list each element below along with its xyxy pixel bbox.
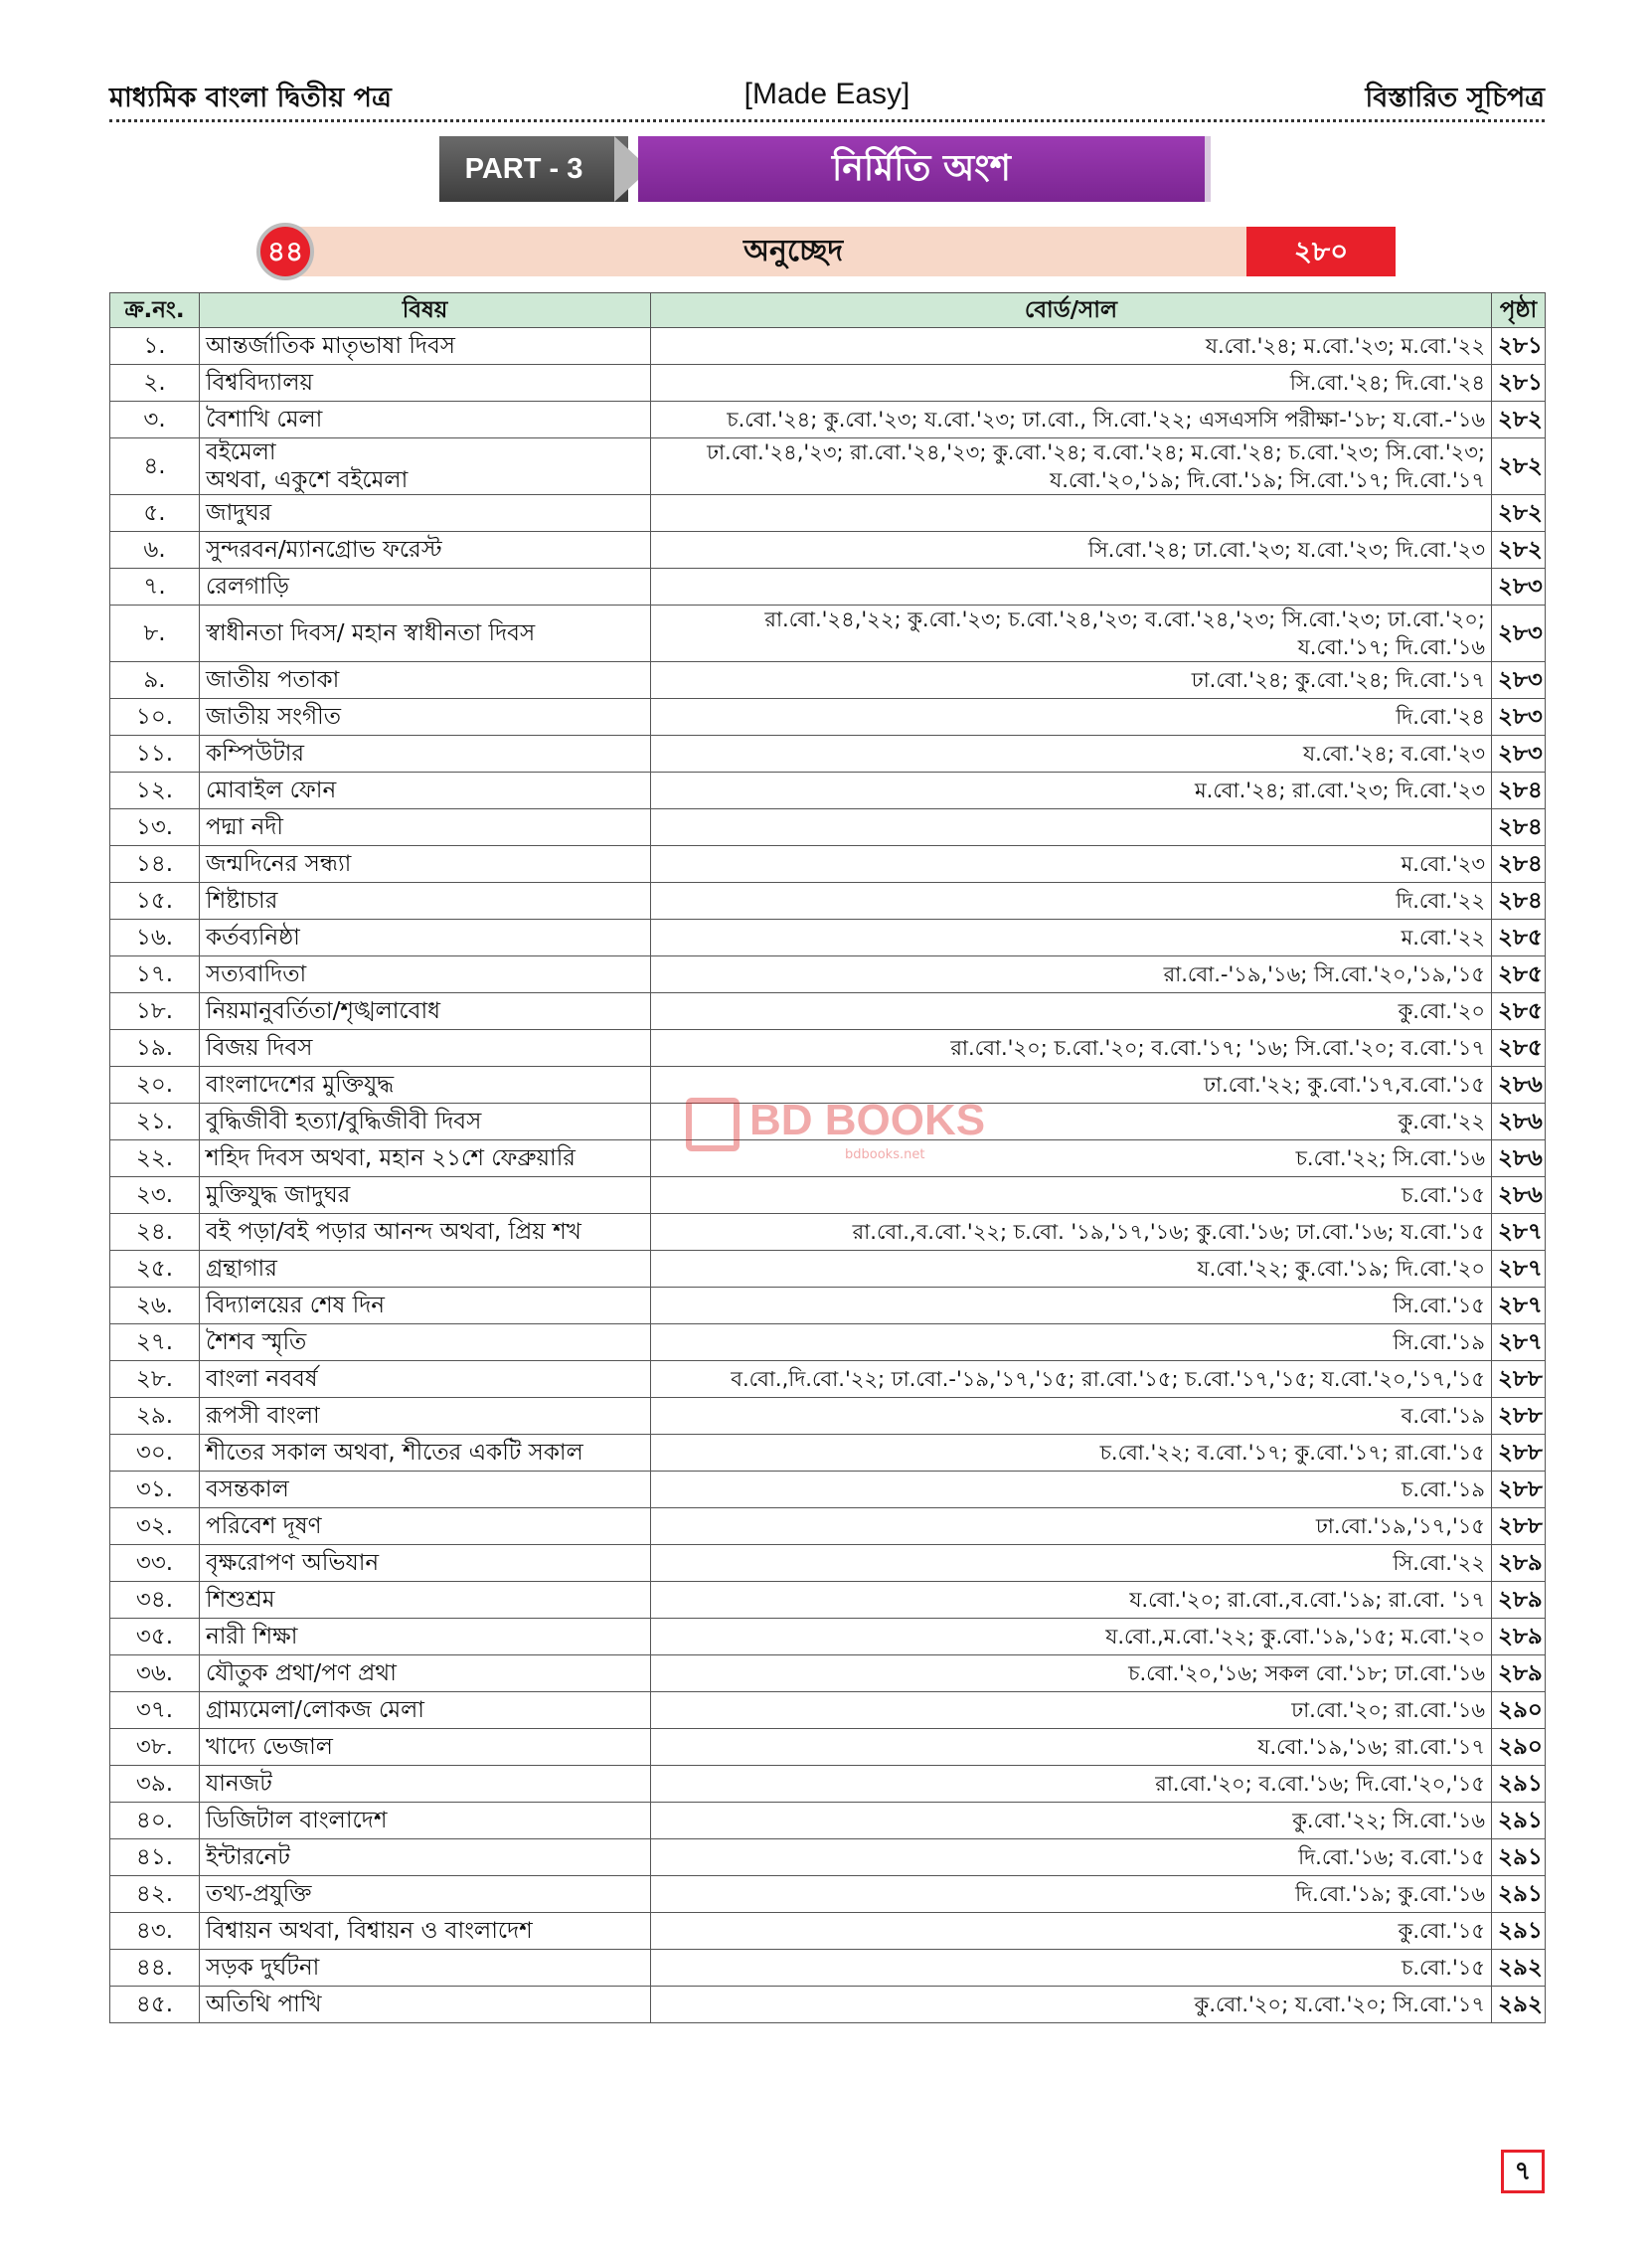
table-row [110, 1324, 1546, 1361]
page-cell: ২৯১ [1492, 1839, 1546, 1876]
chapter-banner [256, 223, 1400, 280]
page-cell: ২৮৭ [1492, 1324, 1546, 1361]
page-cell: ২৮৬ [1492, 1140, 1546, 1177]
topic-cell: বাংলা নববর্ষ [200, 1361, 651, 1398]
page-cell: ২৮৭ [1492, 1251, 1546, 1288]
board-year-cell: ম.বো.'২২ [651, 920, 1492, 956]
page-cell: ২৮৮ [1492, 1361, 1546, 1398]
table-row [110, 662, 1546, 699]
board-year-cell: কু.বো.'২২; সি.বো.'১৬ [651, 1803, 1492, 1839]
table-row [110, 1177, 1546, 1214]
table-row [110, 956, 1546, 993]
board-year-cell: কু.বো.'২০ [651, 993, 1492, 1030]
page-cell: ২৮২ [1492, 532, 1546, 569]
page-cell: ২৯১ [1492, 1913, 1546, 1950]
serial-cell: ১২. [110, 773, 200, 809]
serial-cell: ৩৯. [110, 1766, 200, 1803]
board-year-line-1: রা.বো.'২৪,'২২; কু.বো.'২৩; চ.বো.'২৪,'২৩; ব.বো.'২৪,'২৩; সি.বো.'২৩; ঢা.বো.'২০; [764, 607, 1485, 631]
board-year-cell: ঢা.বো.'২০; রা.বো.'১৬ [651, 1692, 1492, 1729]
serial-cell: ১০. [110, 699, 200, 736]
page-cell: ২৮৮ [1492, 1472, 1546, 1508]
page-cell: ২৮২ [1492, 495, 1546, 532]
table-row [110, 1288, 1546, 1324]
topic-cell: জাতীয় পতাকা [200, 662, 651, 699]
serial-cell: ৪২. [110, 1876, 200, 1913]
board-year-cell [651, 809, 1492, 846]
topic-cell: সুন্দরবন/ম্যানগ্রোভ ফরেস্ট [200, 532, 651, 569]
table-row [110, 606, 1546, 662]
page-cell: ২৮২ [1492, 438, 1546, 495]
table-row [110, 1582, 1546, 1619]
board-year-cell: চ.বো.'২৪; কু.বো.'২৩; য.বো.'২৩; ঢা.বো., সি.বো.'২২; এসএসসি পরীক্ষা-'১৮; য.বো.-'১৬ [651, 402, 1492, 438]
serial-cell: ১. [110, 328, 200, 365]
board-year-cell: কু.বো.'১৫ [651, 1913, 1492, 1950]
table-row [110, 1913, 1546, 1950]
topic-cell: শীতের সকাল অথবা, শীতের একটি সকাল [200, 1435, 651, 1472]
page-cell: ২৮৫ [1492, 1030, 1546, 1067]
topic-cell: শিশুশ্রম [200, 1582, 651, 1619]
table-row [110, 365, 1546, 402]
board-year-cell: সি.বো.'২৪; ঢা.বো.'২৩; য.বো.'২৩; দি.বো.'২৩ [651, 532, 1492, 569]
topic-cell: যৌতুক প্রথা/পণ প্রথা [200, 1655, 651, 1692]
table-row [110, 1361, 1546, 1398]
topic-cell [200, 438, 651, 495]
table-row [110, 402, 1546, 438]
board-year-cell: চ.বো.'১৯ [651, 1472, 1492, 1508]
serial-cell: ১৮. [110, 993, 200, 1030]
page-cell: ২৮৭ [1492, 1288, 1546, 1324]
topic-cell: তথ্য-প্রযুক্তি [200, 1876, 651, 1913]
topic-cell: শিষ্টাচার [200, 883, 651, 920]
topic-cell: খাদ্যে ভেজাল [200, 1729, 651, 1766]
topic-cell: জাদুঘর [200, 495, 651, 532]
serial-cell: ৩৩. [110, 1545, 200, 1582]
topic-cell: রূপসী বাংলা [200, 1398, 651, 1435]
table-row [110, 1472, 1546, 1508]
table-row [110, 699, 1546, 736]
board-year-cell: চ.বো.'১৫ [651, 1950, 1492, 1987]
serial-cell: ২৪. [110, 1214, 200, 1251]
board-year-cell: কু.বো.'২০; য.বো.'২০; সি.বো.'১৭ [651, 1987, 1492, 2023]
page-cell: ২৮৩ [1492, 736, 1546, 773]
page-cell: ২৯১ [1492, 1876, 1546, 1913]
board-year-cell [651, 606, 1492, 662]
serial-cell: ৪০. [110, 1803, 200, 1839]
board-year-line-2: য.বো.'২০,'১৯; দি.বো.'১৯; সি.বো.'১৭; দি.বো.'১৭ [1050, 468, 1485, 492]
board-year-cell: চ.বো.'২০,'১৬; সকল বো.'১৮; ঢা.বো.'১৬ [651, 1655, 1492, 1692]
board-year-cell [651, 569, 1492, 606]
page-cell: ২৮৬ [1492, 1067, 1546, 1104]
serial-cell: ৪৫. [110, 1987, 200, 2023]
topic-cell: ডিজিটাল বাংলাদেশ [200, 1803, 651, 1839]
serial-cell: ৩৭. [110, 1692, 200, 1729]
topic-cell: নারী শিক্ষা [200, 1619, 651, 1655]
board-year-cell: রা.বো.'২০; চ.বো.'২০; ব.বো.'১৭; '১৬; সি.বো.'২০; ব.বো.'১৭ [651, 1030, 1492, 1067]
watermark-brand: BD BOOKS [749, 1096, 986, 1144]
table-row [110, 1435, 1546, 1472]
page-cell: ২৮৩ [1492, 662, 1546, 699]
serial-cell: ৪১. [110, 1839, 200, 1876]
board-year-cell: কু.বো.'২২ [651, 1104, 1492, 1140]
board-year-cell: দি.বো.'১৬; ব.বো.'১৫ [651, 1839, 1492, 1876]
topic-cell: বৃক্ষরোপণ অভিযান [200, 1545, 651, 1582]
topic-cell: বসন্তকাল [200, 1472, 651, 1508]
board-year-cell: চ.বো.'১৫ [651, 1177, 1492, 1214]
table-row [110, 883, 1546, 920]
board-year-cell: সি.বো.'২২ [651, 1545, 1492, 1582]
serial-cell: ৪. [110, 438, 200, 495]
board-year-cell: দি.বো.'১৯; কু.বো.'১৬ [651, 1876, 1492, 1913]
board-year-cell: ব.বো.'১৯ [651, 1398, 1492, 1435]
page-cell: ২৮৩ [1492, 569, 1546, 606]
topic-cell: বিশ্ববিদ্যালয় [200, 365, 651, 402]
topic-cell: বিদ্যালয়ের শেষ দিন [200, 1288, 651, 1324]
serial-cell: ২৫. [110, 1251, 200, 1288]
part-label: PART - 3 [464, 153, 583, 185]
topic-cell: শৈশব স্মৃতি [200, 1324, 651, 1361]
page-cell: ২৮৯ [1492, 1655, 1546, 1692]
page-cell: ২৮১ [1492, 365, 1546, 402]
page-cell: ২৮৯ [1492, 1582, 1546, 1619]
series-title: [Made Easy] [743, 78, 910, 110]
board-year-cell: য.বো.'১৯,'১৬; রা.বো.'১৭ [651, 1729, 1492, 1766]
topic-cell: ইন্টারনেট [200, 1839, 651, 1876]
book-icon [686, 1098, 740, 1151]
serial-cell: ৩৫. [110, 1619, 200, 1655]
page-cell: ২৯০ [1492, 1692, 1546, 1729]
page-cell: ২৯০ [1492, 1729, 1546, 1766]
board-year-cell: য.বো.'২৪; ব.বো.'২৩ [651, 736, 1492, 773]
serial-cell: ১১. [110, 736, 200, 773]
serial-cell: ১৪. [110, 846, 200, 883]
table-row [110, 809, 1546, 846]
serial-cell: ৪৩. [110, 1913, 200, 1950]
serial-cell: ৩৬. [110, 1655, 200, 1692]
table-row [110, 920, 1546, 956]
page-cell: ২৮৯ [1492, 1619, 1546, 1655]
serial-cell: ৩৮. [110, 1729, 200, 1766]
header-divider [109, 119, 1545, 122]
topic-cell: আন্তর্জাতিক মাতৃভাষা দিবস [200, 328, 651, 365]
topic-cell: নিয়মানুবর্তিতা/শৃঙ্খলাবোধ [200, 993, 651, 1030]
serial-cell: ৩০. [110, 1435, 200, 1472]
topic-cell: রেলগাড়ি [200, 569, 651, 606]
serial-cell: ৩৪. [110, 1582, 200, 1619]
topic-cell: বিজয় দিবস [200, 1030, 651, 1067]
table-row [110, 1987, 1546, 2023]
table-row [110, 1839, 1546, 1876]
chapter-title: অনুচ্ছেদ [743, 234, 844, 268]
board-year-cell: য.বো.'২৪; ম.বো.'২৩; ম.বো.'২২ [651, 328, 1492, 365]
table-row [110, 438, 1546, 495]
serial-cell: ২১. [110, 1104, 200, 1140]
page-cell: ২৯২ [1492, 1950, 1546, 1987]
topic-cell: বৈশাখি মেলা [200, 402, 651, 438]
page-cell: ২৮৫ [1492, 956, 1546, 993]
column-header-topic: বিষয় [200, 293, 651, 328]
board-year-cell: ঢা.বো.'১৯,'১৭,'১৫ [651, 1508, 1492, 1545]
table-row [110, 569, 1546, 606]
serial-cell: ৯. [110, 662, 200, 699]
serial-cell: ৩১. [110, 1472, 200, 1508]
table-row [110, 495, 1546, 532]
page-cell: ২৮৯ [1492, 1545, 1546, 1582]
table-row [110, 1508, 1546, 1545]
table-row [110, 532, 1546, 569]
chapter-page-badge: ২৮০ [1246, 227, 1396, 276]
serial-cell: ৩. [110, 402, 200, 438]
page-cell: ২৮১ [1492, 328, 1546, 365]
page-number: ৭ [1501, 2150, 1545, 2193]
table-row [110, 1251, 1546, 1288]
page-cell: ২৮৩ [1492, 606, 1546, 662]
serial-cell: ১৯. [110, 1030, 200, 1067]
topic-line-2: অথবা, একুশে বইমেলা [206, 467, 409, 493]
topic-cell: কম্পিউটার [200, 736, 651, 773]
serial-cell: ৮. [110, 606, 200, 662]
table-header-row [110, 293, 1546, 328]
page-cell: ২৮৮ [1492, 1398, 1546, 1435]
page-cell: ২৮৮ [1492, 1435, 1546, 1472]
board-year-cell: সি.বো.'২৪; দি.বো.'২৪ [651, 365, 1492, 402]
topic-line-1: বইমেলা [206, 439, 276, 465]
column-header-page: পৃষ্ঠা [1492, 293, 1546, 328]
topic-cell: শহিদ দিবস অথবা, মহান ২১শে ফেব্রুয়ারি [200, 1140, 651, 1177]
serial-cell: ২৮. [110, 1361, 200, 1398]
page-cell: ২৮৭ [1492, 1214, 1546, 1251]
page-cell: ২৮৪ [1492, 883, 1546, 920]
topic-cell: জন্মদিনের সন্ধ্যা [200, 846, 651, 883]
table-row [110, 1766, 1546, 1803]
part-title: নির্মিতি অংশ [832, 148, 1011, 189]
page-cell: ২৮৩ [1492, 699, 1546, 736]
board-year-line-2: য.বো.'১৭; দি.বো.'১৬ [1297, 635, 1485, 659]
board-year-line-1: ঢা.বো.'২৪,'২৩; রা.বো.'২৪,'২৩; কু.বো.'২৪; ব.বো.'২৪; ম.বো.'২৪; চ.বো.'২৩; সি.বো.'২৩; [707, 440, 1485, 464]
table-row [110, 993, 1546, 1030]
part-label-box [439, 136, 628, 202]
board-year-cell: রা.বো.-'১৯,'১৬; সি.বো.'২০,'১৯,'১৫ [651, 956, 1492, 993]
page-cell: ২৯২ [1492, 1987, 1546, 2023]
topic-cell: স্বাধীনতা দিবস/ মহান স্বাধীনতা দিবস [200, 606, 651, 662]
serial-cell: ১৩. [110, 809, 200, 846]
page-cell: ২৮৪ [1492, 846, 1546, 883]
serial-cell: ২৩. [110, 1177, 200, 1214]
table-row [110, 1655, 1546, 1692]
table-row [110, 1030, 1546, 1067]
serial-cell: ২৭. [110, 1324, 200, 1361]
table-body [110, 328, 1546, 2023]
chapter-number-badge: ৪৪ [256, 223, 314, 280]
board-year-cell: য.বো.'২২; কু.বো.'১৯; দি.বো.'২০ [651, 1251, 1492, 1288]
table-row [110, 328, 1546, 365]
topic-cell: যানজট [200, 1766, 651, 1803]
table-row [110, 1803, 1546, 1839]
part-title-box [638, 136, 1211, 202]
table-row [110, 1876, 1546, 1913]
board-year-cell: ম.বো.'২৪; রা.বো.'২৩; দি.বো.'২৩ [651, 773, 1492, 809]
topic-cell: সত্যবাদিতা [200, 956, 651, 993]
table-row [110, 1692, 1546, 1729]
watermark [686, 1092, 984, 1161]
page-cell: ২৮৬ [1492, 1177, 1546, 1214]
topic-cell: পরিবেশ দূষণ [200, 1508, 651, 1545]
topic-cell: মুক্তিযুদ্ধ জাদুঘর [200, 1177, 651, 1214]
topic-cell: সড়ক দুর্ঘটনা [200, 1950, 651, 1987]
serial-cell: ২২. [110, 1140, 200, 1177]
serial-cell: ৪৪. [110, 1950, 200, 1987]
serial-cell: ২. [110, 365, 200, 402]
section-title: বিস্তারিত সূচিপত্র [1365, 83, 1545, 113]
board-year-cell: য.বো.'২০; রা.বো.,ব.বো.'১৯; রা.বো. '১৭ [651, 1582, 1492, 1619]
board-year-cell: রা.বো.,ব.বো.'২২; চ.বো. '১৯,'১৭,'১৬; কু.বো.'১৬; ঢা.বো.'১৬; য.বো.'১৫ [651, 1214, 1492, 1251]
serial-cell: ২৬. [110, 1288, 200, 1324]
serial-cell: ৬. [110, 532, 200, 569]
topic-cell: গ্রাম্যমেলা/লোকজ মেলা [200, 1692, 651, 1729]
topic-cell: মোবাইল ফোন [200, 773, 651, 809]
serial-cell: ২৯. [110, 1398, 200, 1435]
board-year-cell: দি.বো.'২২ [651, 883, 1492, 920]
serial-cell: ১৬. [110, 920, 200, 956]
board-year-cell [651, 495, 1492, 532]
board-year-cell: য.বো.,ম.বো.'২২; কু.বো.'১৯,'১৫; ম.বো.'২০ [651, 1619, 1492, 1655]
board-year-cell: ঢা.বো.'২২; কু.বো.'১৭,ব.বো.'১৫ [651, 1067, 1492, 1104]
table-row [110, 1398, 1546, 1435]
page-cell: ২৮৪ [1492, 809, 1546, 846]
table-row [110, 1214, 1546, 1251]
serial-cell: ১৭. [110, 956, 200, 993]
serial-cell: ৭. [110, 569, 200, 606]
column-header-serial: ক্র.নং. [110, 293, 200, 328]
table-row [110, 1545, 1546, 1582]
topic-cell: বাংলাদেশের মুক্তিযুদ্ধ [200, 1067, 651, 1104]
serial-cell: ৫. [110, 495, 200, 532]
table-row [110, 1619, 1546, 1655]
table-row [110, 846, 1546, 883]
book-title: মাধ্যমিক বাংলা দ্বিতীয় পত্র [109, 83, 392, 113]
board-year-cell: দি.বো.'২৪ [651, 699, 1492, 736]
page-cell: ২৮২ [1492, 402, 1546, 438]
board-year-cell: চ.বো.'২২; সি.বো.'১৬ [651, 1140, 1492, 1177]
topic-cell: অতিথি পাখি [200, 1987, 651, 2023]
topic-cell: জাতীয় সংগীত [200, 699, 651, 736]
page-cell: ২৮৫ [1492, 920, 1546, 956]
page-cell: ২৯১ [1492, 1803, 1546, 1839]
part-banner [439, 136, 1215, 202]
topic-cell: বুদ্ধিজীবী হত্যা/বুদ্ধিজীবী দিবস [200, 1104, 651, 1140]
board-year-cell: সি.বো.'১৯ [651, 1324, 1492, 1361]
board-year-cell: ব.বো.,দি.বো.'২২; ঢা.বো.-'১৯,'১৭,'১৫; রা.বো.'১৫; চ.বো.'১৭,'১৫; য.বো.'২০,'১৭,'১৫ [651, 1361, 1492, 1398]
table-row [110, 1729, 1546, 1766]
board-year-cell: চ.বো.'২২; ব.বো.'১৭; কু.বো.'১৭; রা.বো.'১৫ [651, 1435, 1492, 1472]
table-row [110, 1950, 1546, 1987]
watermark-site: bdbooks.net [845, 1147, 925, 1162]
table-row [110, 736, 1546, 773]
board-year-cell: ঢা.বো.'২৪; কু.বো.'২৪; দি.বো.'১৭ [651, 662, 1492, 699]
serial-cell: ১৫. [110, 883, 200, 920]
board-year-cell: ম.বো.'২৩ [651, 846, 1492, 883]
page-cell: ২৮৪ [1492, 773, 1546, 809]
topic-cell: কর্তব্যনিষ্ঠা [200, 920, 651, 956]
table-row [110, 773, 1546, 809]
board-year-cell: রা.বো.'২০; ব.বো.'১৬; দি.বো.'২০,'১৫ [651, 1766, 1492, 1803]
topic-cell: পদ্মা নদী [200, 809, 651, 846]
serial-cell: ২০. [110, 1067, 200, 1104]
board-year-cell [651, 438, 1492, 495]
page-cell: ২৮৫ [1492, 993, 1546, 1030]
topic-cell: বই পড়া/বই পড়ার আনন্দ অথবা, প্রিয় শখ [200, 1214, 651, 1251]
column-header-board-year: বোর্ড/সাল [651, 293, 1492, 328]
serial-cell: ৩২. [110, 1508, 200, 1545]
topic-cell: গ্রন্থাগার [200, 1251, 651, 1288]
page-cell: ২৮৮ [1492, 1508, 1546, 1545]
page-header [109, 70, 1545, 121]
board-year-cell: সি.বো.'১৫ [651, 1288, 1492, 1324]
page-cell: ২৮৬ [1492, 1104, 1546, 1140]
page-cell: ২৯১ [1492, 1766, 1546, 1803]
topic-cell: বিশ্বায়ন অথবা, বিশ্বায়ন ও বাংলাদেশ [200, 1913, 651, 1950]
